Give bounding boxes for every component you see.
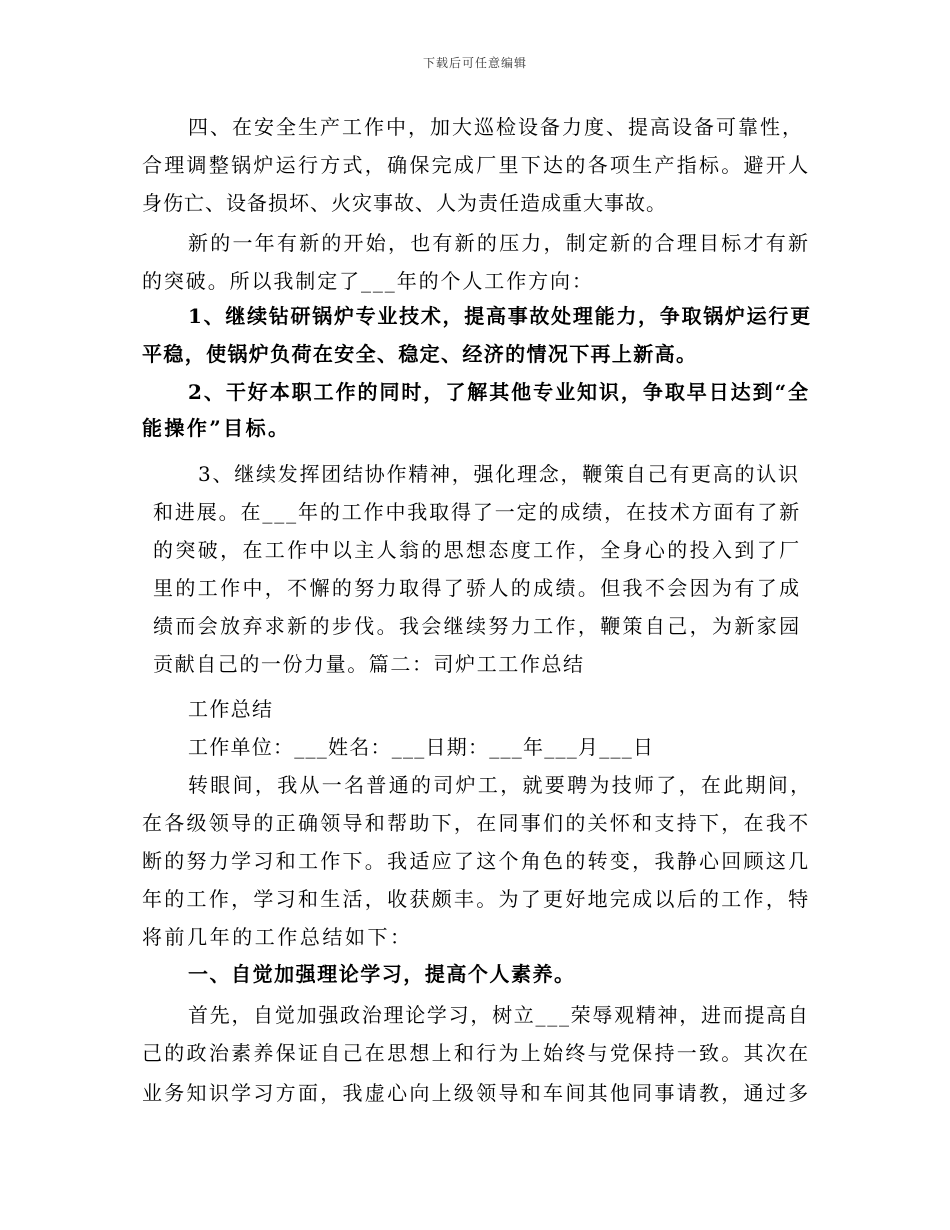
paragraph-line: 3、继续发挥团结协作精神，强化理念，鞭策自己有更高的认识 bbox=[198, 462, 800, 486]
heading-line: 平稳，使锅炉负荷在安全、稳定、经济的情况下再上新高。 bbox=[142, 342, 698, 366]
paragraph-line: 业务知识学习方面，我虚心向上级领导和车间其他同事请教，通过多 bbox=[142, 1081, 811, 1105]
paragraph-line: 四、在安全生产工作中，加大巡检设备力度、提高设备可靠性， bbox=[188, 115, 804, 139]
paragraph-line: 断的努力学习和工作下。我适应了这个角色的转变，我静心回顾这几 bbox=[142, 849, 811, 873]
paragraph-line: 在各级领导的正确领导和帮助下，在同事们的关怀和支持下，在我不 bbox=[142, 811, 811, 835]
heading-line: 1、继续钻研锅炉专业技术，提高事故处理能力，争取锅炉运行更 bbox=[188, 304, 812, 328]
heading-line: 一、自觉加强理论学习，提高个人素养。 bbox=[188, 962, 576, 986]
paragraph-line: 贡献自己的一份力量。篇二：司炉工工作总结 bbox=[153, 652, 585, 676]
paragraph-line: 的突破。所以我制定了___年的个人工作方向： bbox=[142, 269, 594, 293]
paragraph-line: 新的一年有新的开始，也有新的压力，制定新的合理目标才有新 bbox=[188, 231, 811, 255]
paragraph-line: 工作单位：___姓名：___日期：___年___月___日 bbox=[188, 735, 655, 759]
paragraph-line: 合理调整锅炉运行方式，确保完成厂里下达的各项生产指标。避开人 bbox=[142, 153, 811, 177]
heading-line: 能操作”目标。 bbox=[142, 416, 291, 440]
paragraph-line: 和进展。在___年的工作中我取得了一定的成绩，在技术方面有了新 bbox=[153, 500, 801, 524]
paragraph-line: 将前几年的工作总结如下： bbox=[142, 925, 413, 949]
paragraph-line: 身伤亡、设备损坏、火灾事故、人为责任造成重大事故。 bbox=[142, 191, 667, 215]
paragraph-line: 己的政治素养保证自己在思想上和行为上始终与党保持一致。其次在 bbox=[142, 1041, 811, 1065]
paragraph-line: 里的工作中，不懈的努力取得了骄人的成绩。但我不会因为有了成 bbox=[153, 576, 802, 600]
paragraph-line: 转眼间，我从一名普通的司炉工，就要聘为技师了，在此期间， bbox=[188, 773, 813, 797]
paragraph-line: 工作总结 bbox=[188, 697, 274, 721]
page-header: 下载后可任意编辑 bbox=[422, 56, 527, 70]
paragraph-line: 首先，自觉加强政治理论学习，树立___荣辱观精神，进而提高自 bbox=[188, 1003, 810, 1027]
heading-line: 2、干好本职工作的同时，了解其他专业知识，争取早日达到“全 bbox=[188, 380, 810, 404]
paragraph-line: 的突破，在工作中以主人翁的思想态度工作，全身心的投入到了厂 bbox=[153, 538, 802, 562]
paragraph-line: 绩而会放弃求新的步伐。我会继续努力工作，鞭策自己，为新家园 bbox=[153, 614, 802, 638]
paragraph-line: 年的工作，学习和生活，收获颇丰。为了更好地完成以后的工作，特 bbox=[142, 887, 811, 911]
